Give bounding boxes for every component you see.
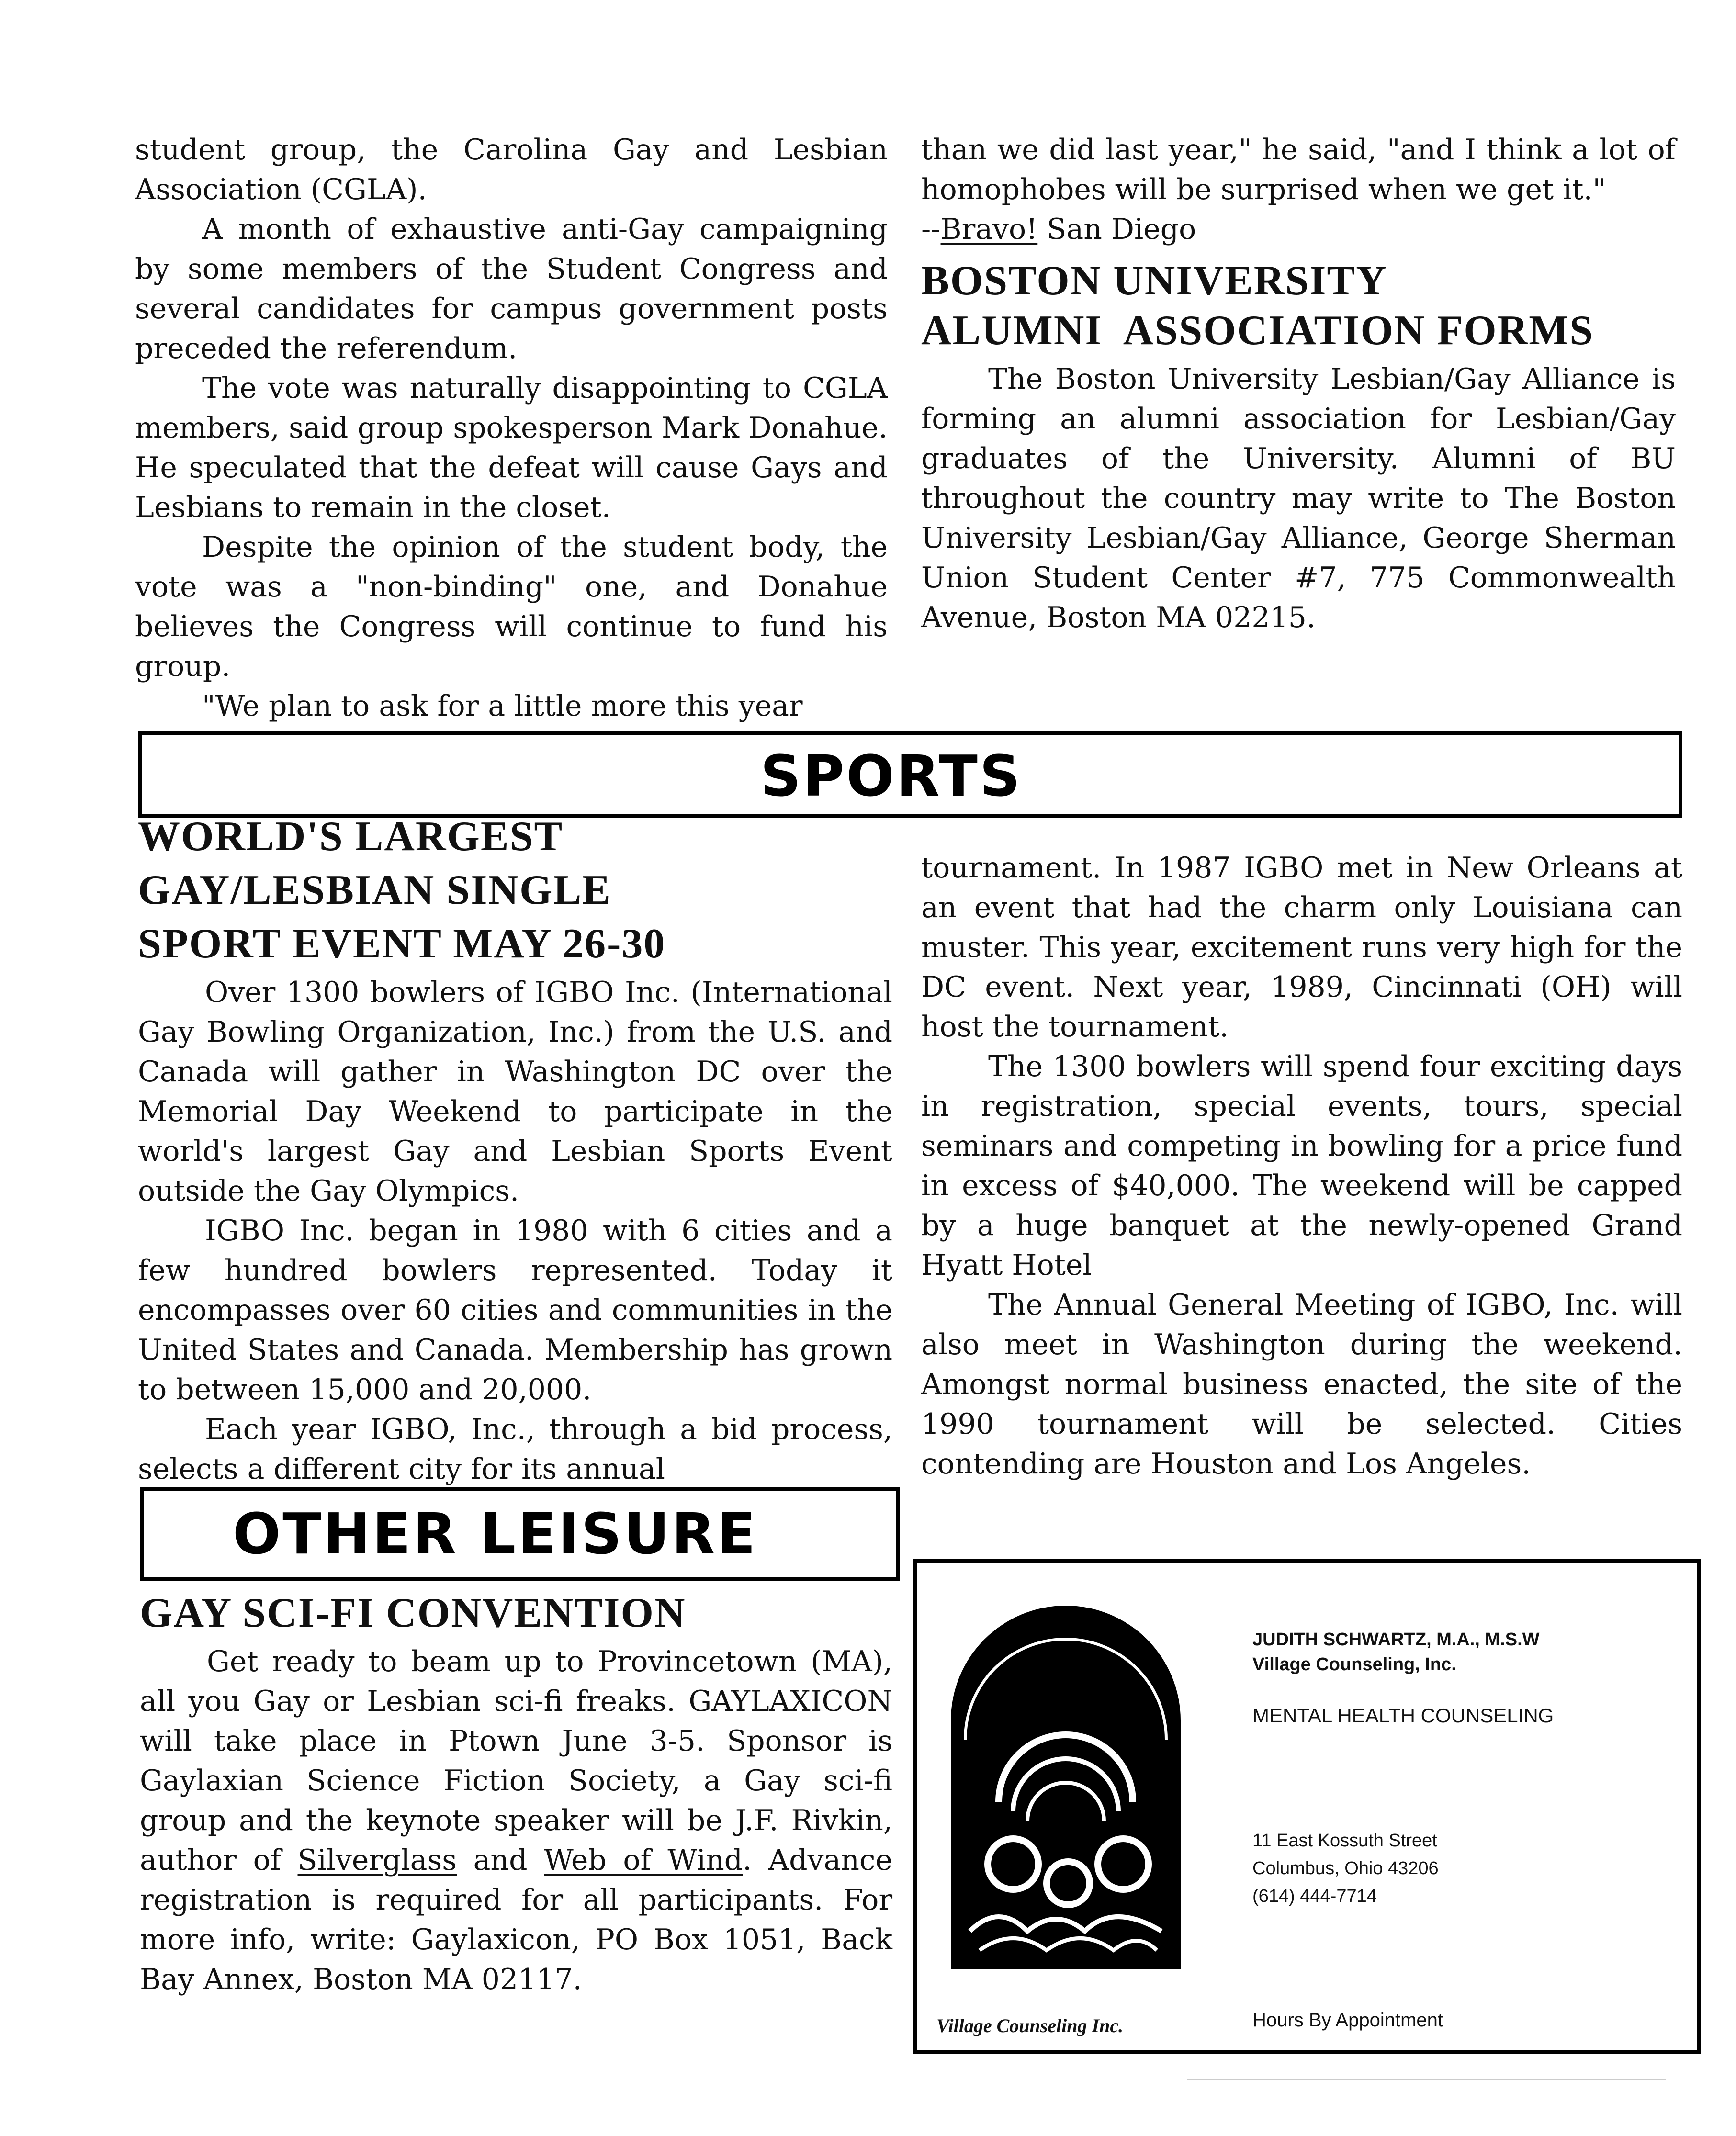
paragraph [140, 1642, 892, 2000]
paragraph: A month of exhaustive anti-Gay campaigning by some members of the Student Congress and several candidates for campus government posts preceded the referendum. [135, 213, 888, 365]
credit-prefix: -- [921, 213, 941, 246]
scifi-text: . Advance registration is required for all participants. For more info, write: Gaylaxicon, PO Box 1051, Back Bay Annex, Boston MA 02117. [140, 1844, 893, 1996]
sports-right-column [921, 848, 1682, 1484]
scifi-column [140, 1587, 892, 2000]
logo-caption: Village Counseling Inc. [936, 2015, 1124, 2036]
headline-line: SPORT EVENT MAY 26-30 [138, 921, 666, 967]
top-left-column [135, 130, 888, 726]
paragraph: IGBO Inc. began in 1980 with 6 cities and a few hundred bowlers represented. Today it encompasses over 60 cities and communities in the United States and Canada. Membership has grown to between 15,000 and 20,000. [138, 1214, 892, 1406]
org-name: Village Counseling, Inc. [1252, 1654, 1456, 1675]
paragraph: student group, the Carolina Gay and Lesbian Association (CGLA). [135, 133, 888, 206]
headline [138, 810, 892, 971]
headline-line: WORLD'S LARGEST [138, 813, 564, 860]
paragraph: Despite the opinion of the student body, the vote was a "non-binding" one, and Donahue believes the Congress will continue to fund his group. [135, 530, 888, 683]
conjunction: and [473, 1844, 528, 1877]
counselor-name: JUDITH SCHWARTZ, M.A., M.S.W [1252, 1630, 1540, 1650]
book-title: Silverglass [297, 1844, 457, 1877]
credit-source: Bravo! [940, 213, 1038, 246]
scifi-text: Get ready to beam up to Provincetown (MA), all you Gay or Lesbian sci-fi freaks. GAYLAXICON will take place in Ptown June 3-5. Sponsor is Gaylaxian Science Fiction Society, a Gay sci-fi group and the keynote speaker will be J.F. Rivkin, author of [140, 1645, 892, 1877]
village-logo-icon [941, 1596, 1190, 1989]
hours-line: Hours By Appointment [1252, 2010, 1443, 2031]
paragraph: Over 1300 bowlers of IGBO Inc. (International Gay Bowling Organization, Inc.) from the U.S. and Canada will gather in Washington DC over the Memorial Day Weekend to participate in the world's largest Gay and Lesbian Sports Event outside the Gay Olympics. [138, 976, 892, 1208]
paragraph: The Annual General Meeting of IGBO, Inc. will also meet in Washington during the weekend. Amongst normal business enacted, the site of the 1990 tournament will be selected. Cities contending are Houston and Los Angeles. [921, 1288, 1682, 1481]
street-address: 11 East Kossuth Street [1252, 1831, 1437, 1851]
paragraph: "We plan to ask for a little more this year [202, 689, 803, 723]
paragraph: The vote was naturally disappointing to CGLA members, said group spokesperson Mark Donahue. He speculated that the defeat will cause Gays and Lesbians to remain in the closet. [135, 371, 888, 524]
sports-left-column [138, 810, 892, 1489]
headline-line: GAY/LESBIAN SINGLE [138, 867, 611, 913]
leisure-banner-title: OTHER LEISURE [233, 1501, 758, 1567]
paragraph: The Boston University Lesbian/Gay Alliance is forming an alumni association for Lesbian/Gay graduates of the University. Alumni of BU throughout the country may write to The Boston University Lesbian/Gay Alliance, George Sherman Union Student Center #7, 775 Commonwealth Avenue, Boston MA 02215. [921, 362, 1676, 634]
paragraph: The 1300 bowlers will spend four exciting days in registration, special events, tours, special seminars and competing in bowling for a price fund in excess of $40,000. The weekend will be capped by a huge banquet at the newly-opened Grand Hyatt Hotel [921, 1050, 1682, 1282]
headline: GAY SCI-FI CONVENTION [140, 1590, 686, 1636]
headline-line: BOSTON UNIVERSITY [921, 258, 1387, 304]
paragraph: tournament. In 1987 IGBO met in New Orleans at an event that had the charm only Louisiana can muster. This year, excitement runs very high for the DC event. Next year, 1989, Cincinnati (OH) will host the tournament. [921, 851, 1682, 1044]
service-line: MENTAL HEALTH COUNSELING [1252, 1704, 1554, 1727]
counseling-ad [913, 1559, 1701, 2054]
top-right-column [921, 130, 1676, 638]
sports-banner-title: SPORTS [760, 743, 1022, 809]
source-credit [921, 210, 1676, 249]
paragraph: than we did last year," he said, "and I think a lot of homophobes will be surprised when we get it." [921, 133, 1676, 206]
phone-number: (614) 444-7714 [1252, 1886, 1377, 1906]
headline-line: ALUMNI ASSOCIATION FORMS [921, 307, 1594, 354]
book-title: Web of Wind [544, 1844, 743, 1877]
credit-city: San Diego [1047, 213, 1196, 246]
bottom-rule [1187, 2079, 1666, 2080]
headline [921, 256, 1676, 356]
city-address: Columbus, Ohio 43206 [1252, 1858, 1439, 1878]
paragraph: Each year IGBO, Inc., through a bid process, selects a different city for its annual [138, 1413, 892, 1486]
